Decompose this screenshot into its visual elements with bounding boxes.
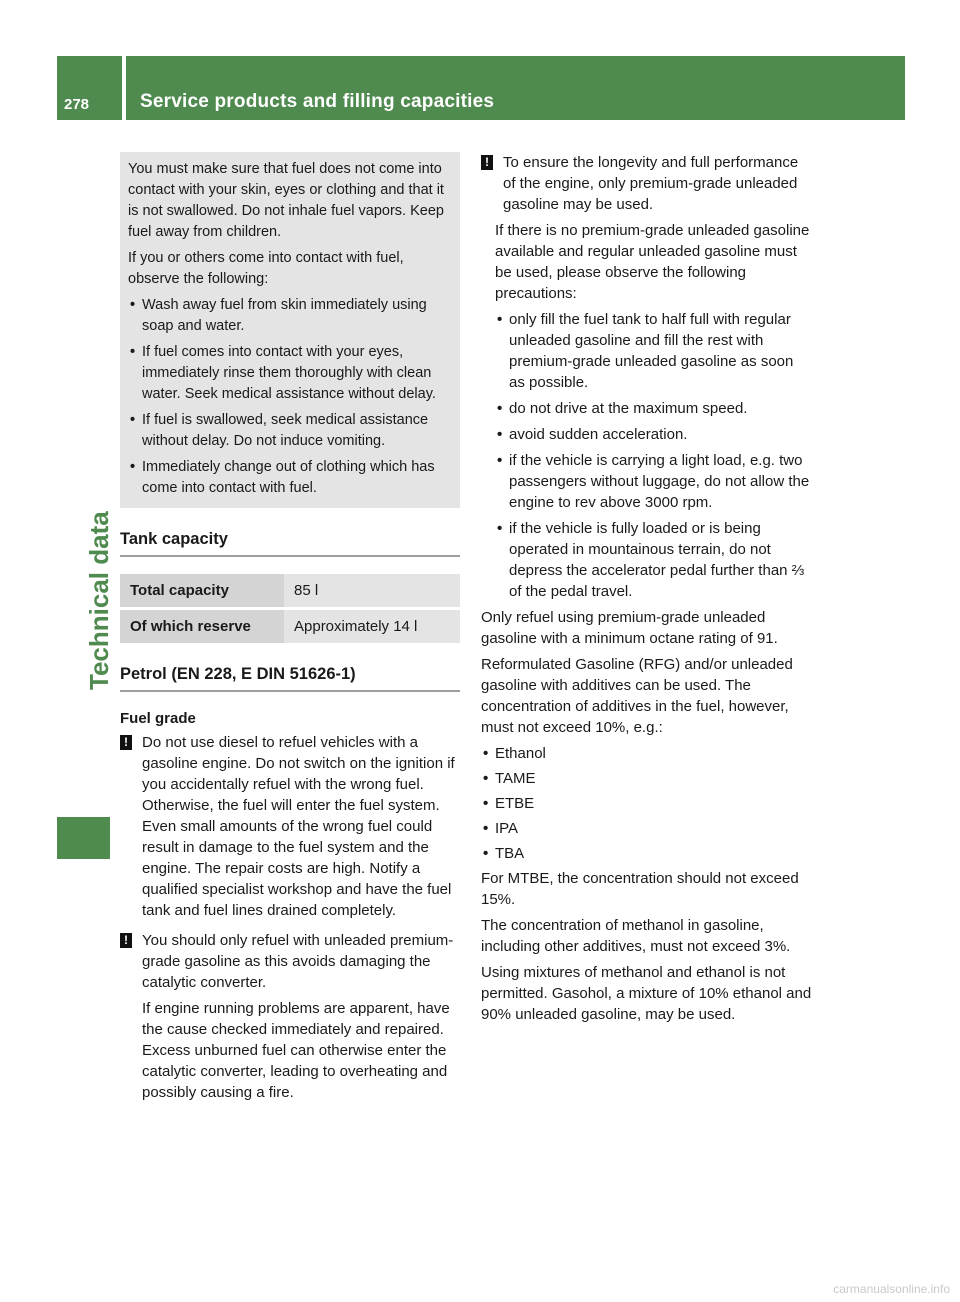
note-paragraph: ! You should only refuel with unleaded premium-grade gasoline as this avoids damaging the catalytic converter. <box>120 930 460 993</box>
page-number: 278 <box>64 96 90 113</box>
warning-paragraph: If you or others come into contact with fuel, observe the following: <box>128 250 404 287</box>
table-cell-value: 85 l <box>284 574 460 607</box>
body-paragraph: Only refuel using premium-grade unleaded gasoline with a minimum octane rating of 91. <box>481 609 778 647</box>
additive-item: • TBA <box>483 845 525 862</box>
note-paragraph: ! Do not use diesel to refuel vehicles with a gasoline engine. Do not switch on the ignition if you accidentally refuel with the wrong fuel. Otherwise, the fuel will enter the fuel system. Even small amounts of the wrong fuel could result in damage to the fuel system and the engine. The repair costs are high. Notify a qualified specialist workshop and have the fuel tank and fuel lines drained completely. <box>120 732 460 921</box>
warning-bullet: • If fuel comes into contact with your eyes, immediately rinse them thoroughly with clean water. Seek medical assistance without delay. <box>130 344 436 402</box>
precaution-item: • if the vehicle is carrying a light load, e.g. two passengers without luggage, do not allow the engine to rev above 3000 rpm. <box>497 452 810 511</box>
body-paragraph: Using mixtures of methanol and ethanol is not permitted. Gasohol, a mixture of 10% ethanol and 90% unleaded gasoline, may be used. <box>481 964 812 1023</box>
tank-capacity-table <box>120 571 460 646</box>
tank-capacity-heading: Tank capacity <box>120 529 460 557</box>
side-tab-block <box>57 817 110 859</box>
exclamation-icon: ! <box>481 155 493 170</box>
table-row <box>120 610 460 643</box>
watermark-text: carmanualsonline.info <box>833 1282 950 1296</box>
left-column <box>120 152 460 1108</box>
precaution-item: • if the vehicle is fully loaded or is being operated in mountainous terrain, do not depress the accelerator pedal further than ⅔ of the pedal travel. <box>497 520 805 600</box>
additive-item: • TAME <box>483 770 536 787</box>
fuel-grade-heading: Fuel grade <box>120 710 196 727</box>
body-paragraph: Reformulated Gasoline (RFG) and/or unleaded gasoline with additives can be used. The concentration of additives in the fuel, however, must not exceed 10%, e.g.: <box>481 656 793 736</box>
additive-item: • Ethanol <box>483 745 546 762</box>
note-paragraph: ! To ensure the longevity and full performance of the engine, only premium-grade unleaded gasoline may be used. <box>481 152 813 215</box>
warning-bullet: • Immediately change out of clothing which has come into contact with fuel. <box>130 459 435 496</box>
page-title: Service products and filling capacities <box>140 91 495 112</box>
note-paragraph: If engine running problems are apparent, have the cause checked immediately and repaired. Excess unburned fuel can otherwise enter the catalytic converter, leading to overheating and possibly causing a fire. <box>142 1000 450 1101</box>
right-column <box>481 152 813 1030</box>
warning-bullet: • If fuel is swallowed, seek medical assistance without delay. Do not induce vomiting. <box>130 412 429 449</box>
precaution-item: • avoid sudden acceleration. <box>497 426 688 443</box>
body-paragraph: The concentration of methanol in gasoline, including other additives, must not exceed 3%. <box>481 917 791 955</box>
petrol-heading: Petrol (EN 228, E DIN 51626-1) <box>120 664 460 692</box>
warning-paragraph: You must make sure that fuel does not come into contact with your skin, eyes or clothing and that it is not swallowed. Do not inhale fuel vapors. Keep fuel away from children. <box>128 161 444 240</box>
additive-item: • IPA <box>483 820 519 837</box>
header-divider <box>122 56 126 120</box>
note-paragraph: If there is no premium-grade unleaded gasoline available and regular unleaded gasoline must be used, please observe the following precautions: <box>495 222 810 302</box>
precaution-item: • only fill the fuel tank to half full with regular unleaded gasoline and fill the rest with premium-grade unleaded gasoline as soon as possible. <box>497 311 794 391</box>
body-paragraph: For MTBE, the concentration should not exceed 15%. <box>481 870 799 908</box>
additive-item: • ETBE <box>483 795 535 812</box>
warning-box <box>120 152 460 508</box>
table-cell-label: Of which reserve <box>120 610 284 643</box>
warning-bullet: • Wash away fuel from skin immediately using soap and water. <box>130 297 427 334</box>
table-cell-value: Approximately 14 l <box>284 610 460 643</box>
exclamation-icon: ! <box>120 933 132 948</box>
side-tab-label: Technical data <box>84 511 114 690</box>
exclamation-icon: ! <box>120 735 132 750</box>
table-cell-label: Total capacity <box>120 574 284 607</box>
precaution-item: • do not drive at the maximum speed. <box>497 400 748 417</box>
table-row <box>120 574 460 607</box>
